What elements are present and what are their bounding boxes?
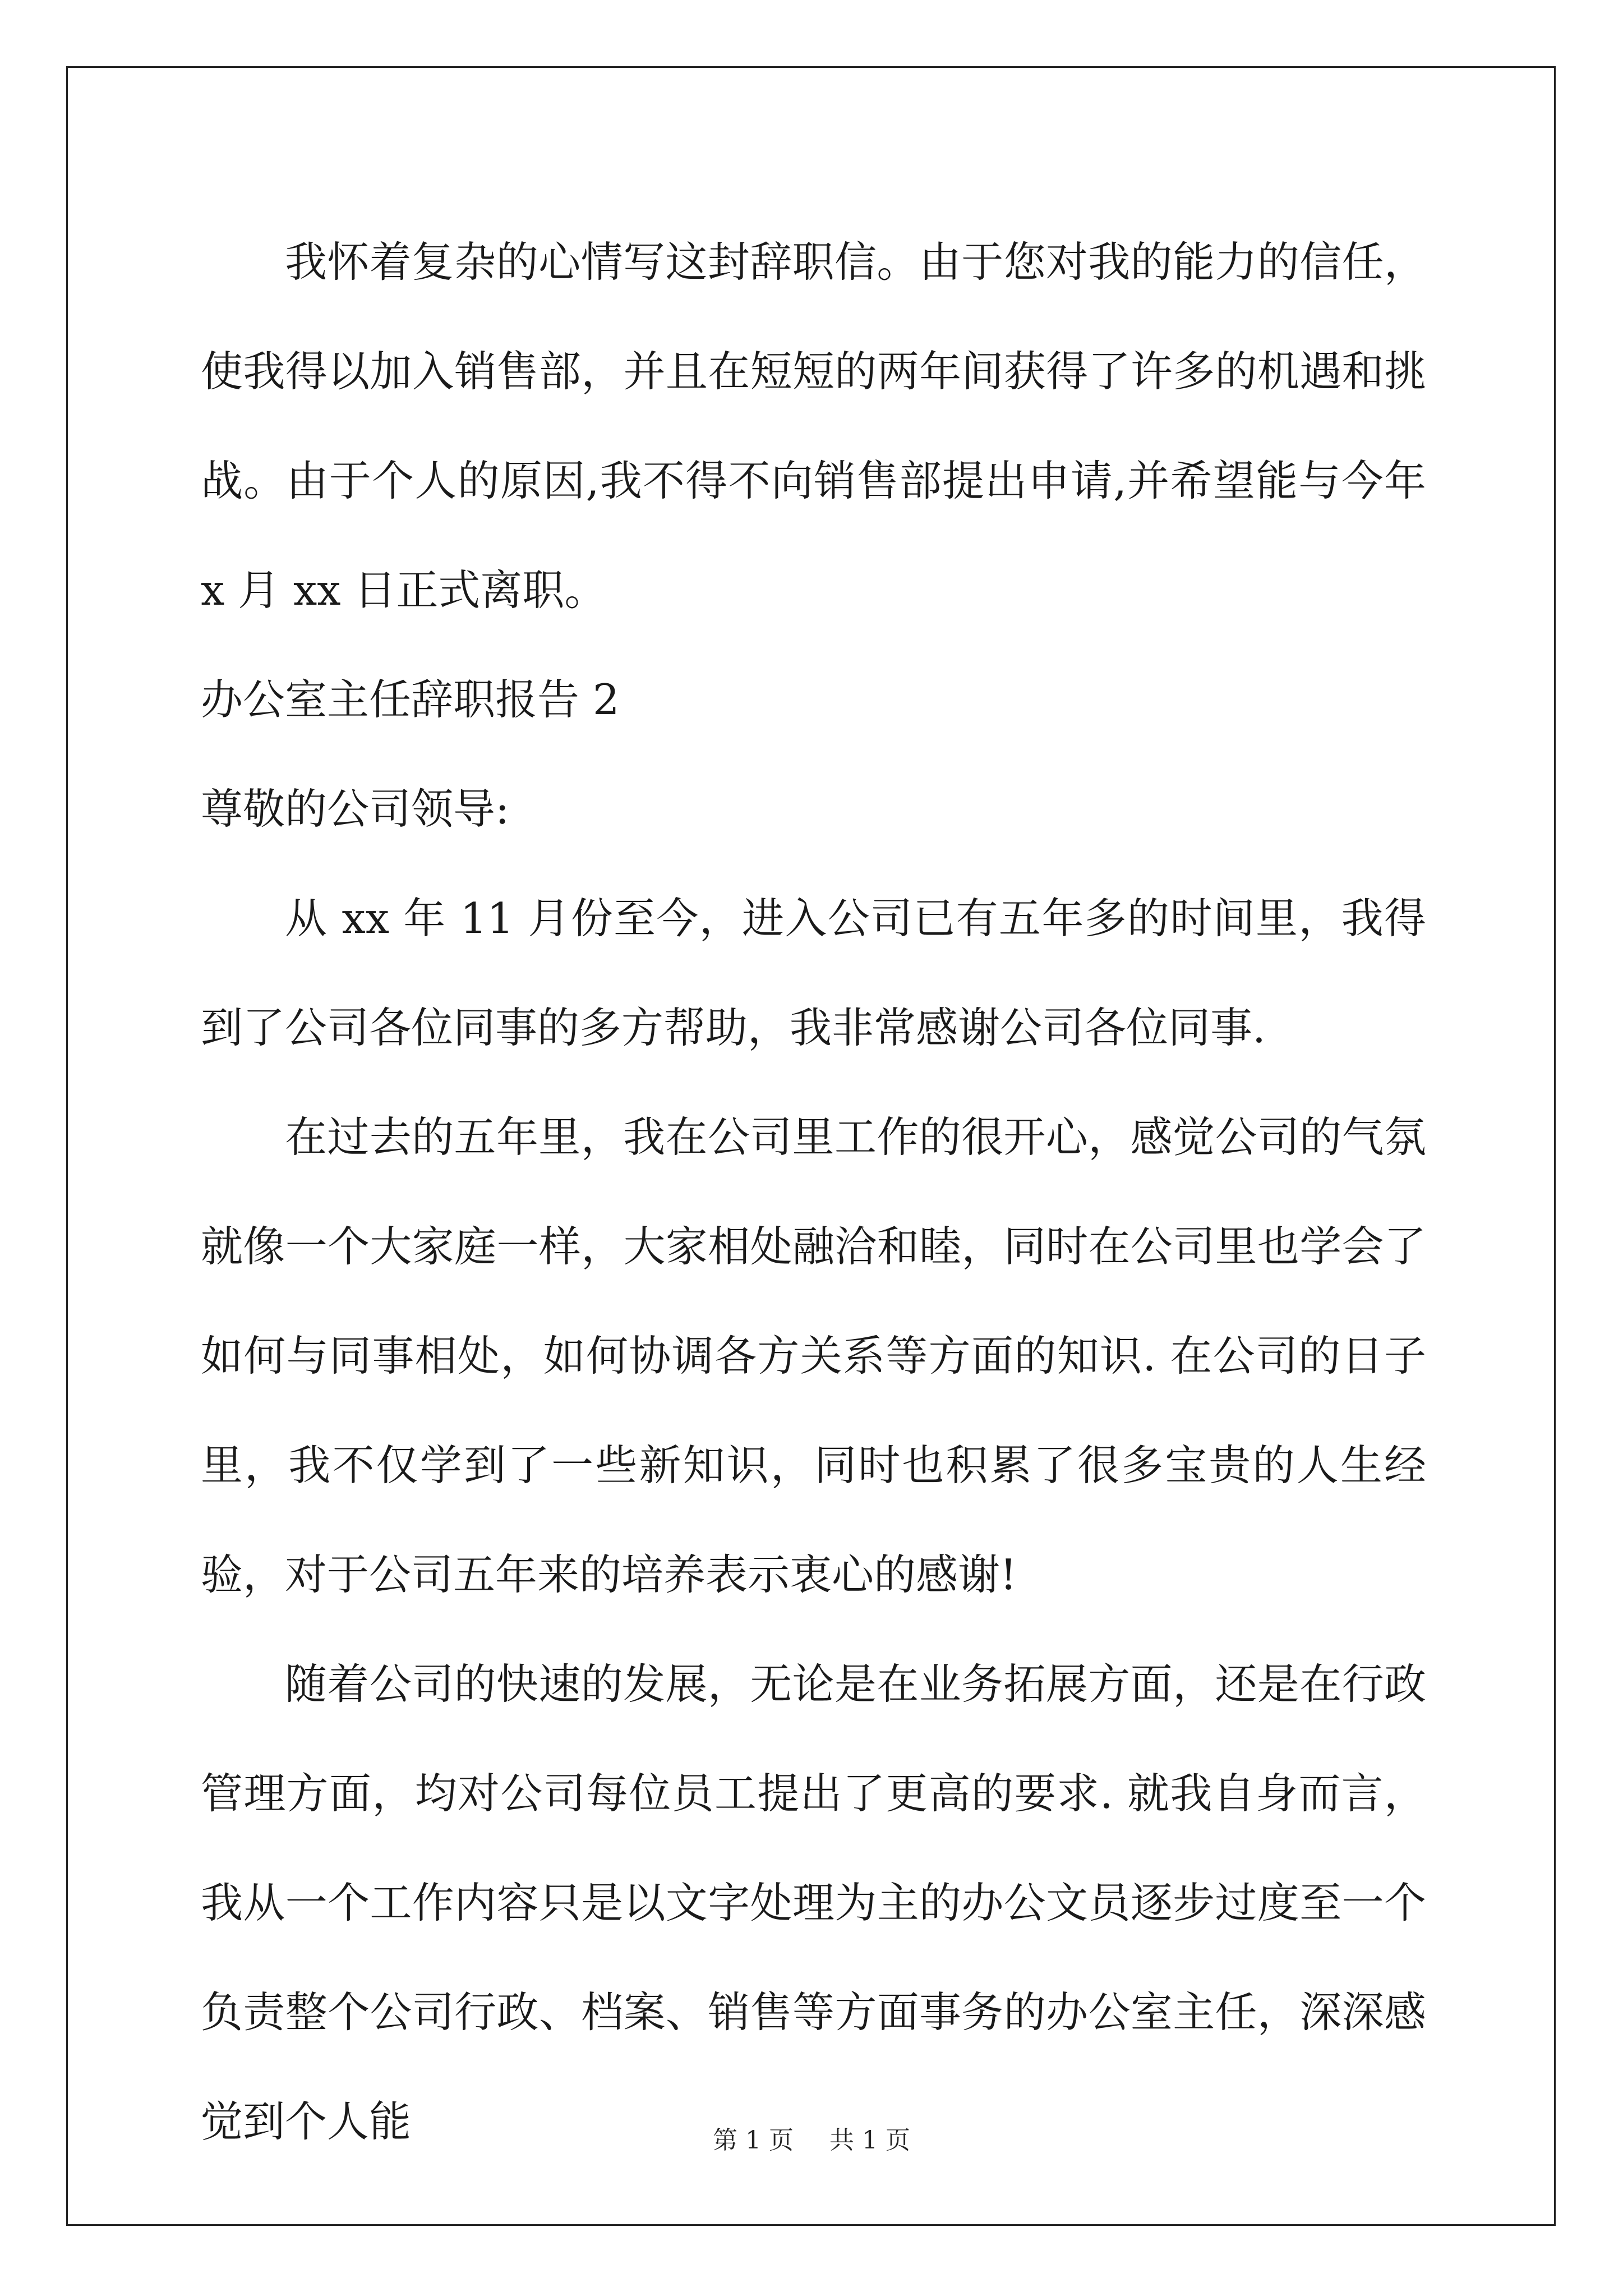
salutation: 尊敬的公司领导: bbox=[201, 784, 510, 834]
section-heading: 办公室主任辞职报告 2 bbox=[201, 675, 620, 724]
page-number-current: 第 1 页 bbox=[713, 2126, 794, 2155]
document-body bbox=[201, 208, 1426, 2177]
page-number-total: 共 1 页 bbox=[829, 2126, 910, 2155]
page-footer bbox=[0, 2124, 1623, 2157]
paragraph-resignation-intro: 我怀着复杂的心情写这封辞职信。由于您对我的能力的信任，使我得以加入销售部，并且在短短的两年间获得了许多的机遇和挑战。由于个人的原因,我不得不向销售部提出申请,并希望能与今年 x 月 xx 日正式离职。 bbox=[201, 237, 1426, 615]
paragraph-thanks: 从 xx 年 11 月份至今，进入公司已有五年多的时间里，我得到了公司各位同事的多方帮助，我非常感谢公司各位同事. bbox=[201, 894, 1426, 1052]
paragraph-past-five-years: 在过去的五年里，我在公司里工作的很开心，感觉公司的气氛就像一个大家庭一样，大家相处融洽和睦，同时在公司里也学会了如何与同事相处，如何协调各方关系等方面的知识. 在公司的日子里，我不仅学到了一些新知识，同时也积累了很多宝贵的人生经验，对于公司五年来的培养表示衷心的感谢! bbox=[201, 1112, 1426, 1599]
paragraph-company-development: 随着公司的快速的发展，无论是在业务拓展方面，还是在行政管理方面，均对公司每位员工提出了更高的要求. 就我自身而言，我从一个工作内容只是以文字处理为主的办公文员逐步过度至一个负责整个公司行政、档案、销售等方面事务的办公室主任，深深感觉到个人能 bbox=[201, 1659, 1426, 2146]
